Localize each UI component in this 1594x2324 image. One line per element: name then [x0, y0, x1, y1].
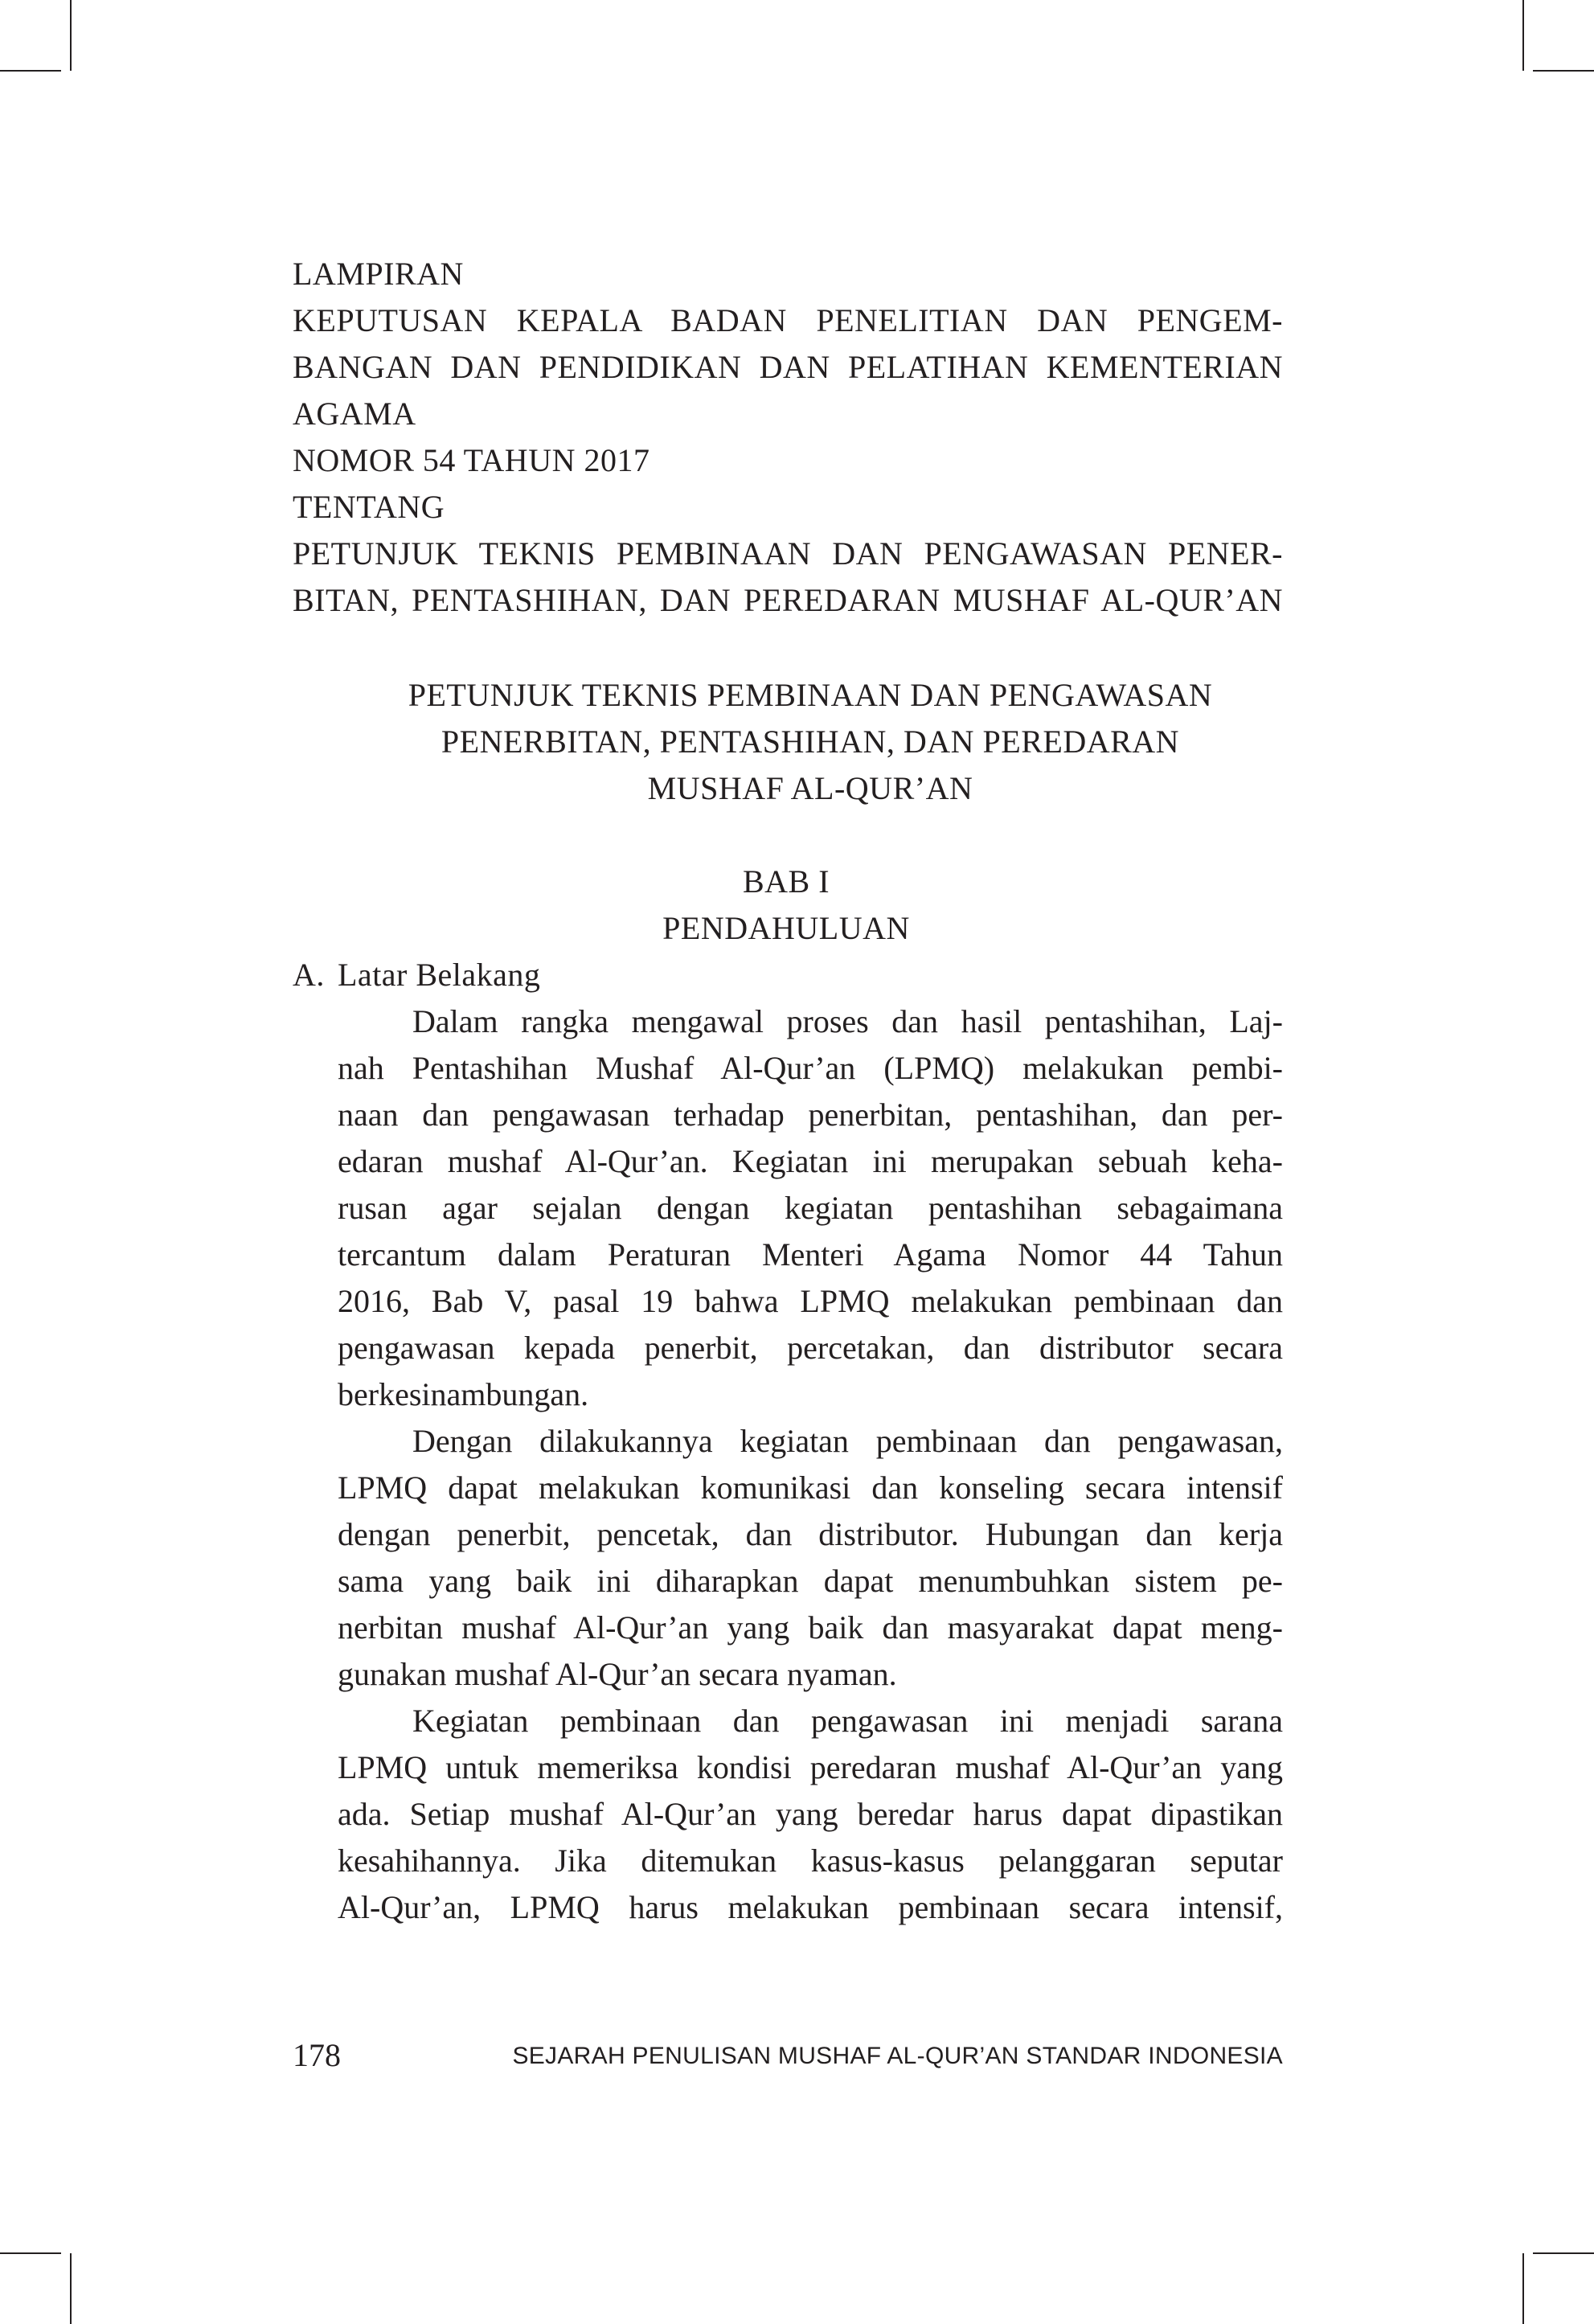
paragraph-line: tercantum dalam Peraturan Menteri Agama Nomor 44 Tahun [338, 1236, 1283, 1273]
document-title-line: PETUNJUK TEKNIS PEMBINAAN DAN PENGAWASAN [408, 677, 1213, 713]
crop-mark-top-right-horizontal [1533, 70, 1594, 72]
section-marker: A. [293, 957, 325, 993]
paragraph-line: Kegiatan pembinaan dan pengawasan ini menjadi sarana [412, 1703, 1283, 1739]
crop-mark-top-left-horizontal [0, 70, 61, 72]
appendix-header [293, 251, 1283, 624]
paragraph-line: nerbitan mushaf Al-Qur’an yang baik dan masyarakat dapat meng- [338, 1609, 1283, 1646]
paragraph [338, 1698, 1283, 1931]
page-footer [293, 2035, 1283, 2076]
paragraph-line: 2016, Bab V, pasal 19 bahwa LPMQ melakukan pembinaan dan [338, 1283, 1283, 1319]
paragraph-line: sama yang baik ini diharapkan dapat menumbuhkan sistem pe- [338, 1563, 1283, 1599]
paragraph-line: edaran mushaf Al-Qur’an. Kegiatan ini merupakan sebuah keha- [338, 1143, 1283, 1179]
paragraph-line: LPMQ dapat melakukan komunikasi dan konseling secara intensif [338, 1469, 1283, 1506]
crop-mark-top-right-vertical [1522, 0, 1524, 71]
section-title: Latar Belakang [338, 957, 541, 993]
paragraph-line: rusan agar sejalan dengan kegiatan pentashihan sebagaimana [338, 1190, 1283, 1226]
header-line: KEPUTUSAN KEPALA BADAN PENELITIAN DAN PENGEM- [293, 302, 1283, 338]
paragraph-line: Dalam rangka mengawal proses dan hasil pentashihan, Laj- [412, 1003, 1283, 1039]
paragraph [338, 1418, 1283, 1698]
header-line: TENTANG [293, 489, 445, 525]
paragraph-line: kesahihannya. Jika ditemukan kasus-kasus pelanggaran seputar [338, 1842, 1283, 1879]
page-number: 178 [293, 2037, 341, 2073]
chapter-number: BAB I [742, 863, 830, 900]
paragraph-line: ada. Setiap mushaf Al-Qur’an yang beredar harus dapat dipastikan [338, 1796, 1283, 1832]
paragraph-line: LPMQ untuk memeriksa kondisi peredaran mushaf Al-Qur’an yang [338, 1749, 1283, 1785]
paragraph [338, 998, 1283, 1418]
document-title [338, 672, 1283, 812]
document-title-line: MUSHAF AL-QUR’AN [647, 770, 973, 806]
chapter-heading [338, 859, 1235, 952]
crop-mark-bottom-left-vertical [70, 2253, 72, 2324]
paragraph-line: Al-Qur’an, LPMQ harus melakukan pembinaan secara intensif, [338, 1889, 1283, 1925]
paragraph-line: pengawasan kepada penerbit, percetakan, dan distributor secara [338, 1330, 1283, 1366]
body-text [338, 998, 1283, 1931]
crop-mark-top-left-vertical [70, 0, 72, 71]
chapter-title: PENDAHULUAN [662, 910, 910, 946]
header-line: PETUNJUK TEKNIS PEMBINAAN DAN PENGAWASAN PENER- [293, 535, 1283, 572]
header-line: NOMOR 54 TAHUN 2017 [293, 442, 650, 478]
header-line: LAMPIRAN [293, 256, 464, 292]
paragraph-line: dengan penerbit, pencetak, dan distributor. Hubungan dan kerja [338, 1516, 1283, 1552]
crop-mark-bottom-right-horizontal [1533, 2252, 1594, 2254]
section-heading [293, 952, 1283, 998]
running-title: SEJARAH PENULISAN MUSHAF AL-QUR’AN STANDAR INDONESIA [512, 2043, 1283, 2069]
paragraph-line: gunakan mushaf Al-Qur’an secara nyaman. [338, 1656, 897, 1692]
paragraph-line: berkesinambungan. [338, 1376, 589, 1412]
crop-mark-bottom-right-vertical [1522, 2253, 1524, 2324]
header-line: AGAMA [293, 396, 416, 432]
header-line: BITAN, PENTASHIHAN, DAN PEREDARAN MUSHAF AL-QUR’AN [293, 582, 1283, 618]
document-title-line: PENERBITAN, PENTASHIHAN, DAN PEREDARAN [441, 723, 1180, 760]
header-line: BANGAN DAN PENDIDIKAN DAN PELATIHAN KEMENTERIAN [293, 349, 1283, 385]
paragraph-line: naan dan pengawasan terhadap penerbitan, pentashihan, dan per- [338, 1096, 1283, 1133]
paragraph-line: nah Pentashihan Mushaf Al-Qur’an (LPMQ) melakukan pembi- [338, 1050, 1283, 1086]
paragraph-line: Dengan dilakukannya kegiatan pembinaan dan pengawasan, [412, 1423, 1283, 1459]
crop-mark-bottom-left-horizontal [0, 2252, 61, 2254]
